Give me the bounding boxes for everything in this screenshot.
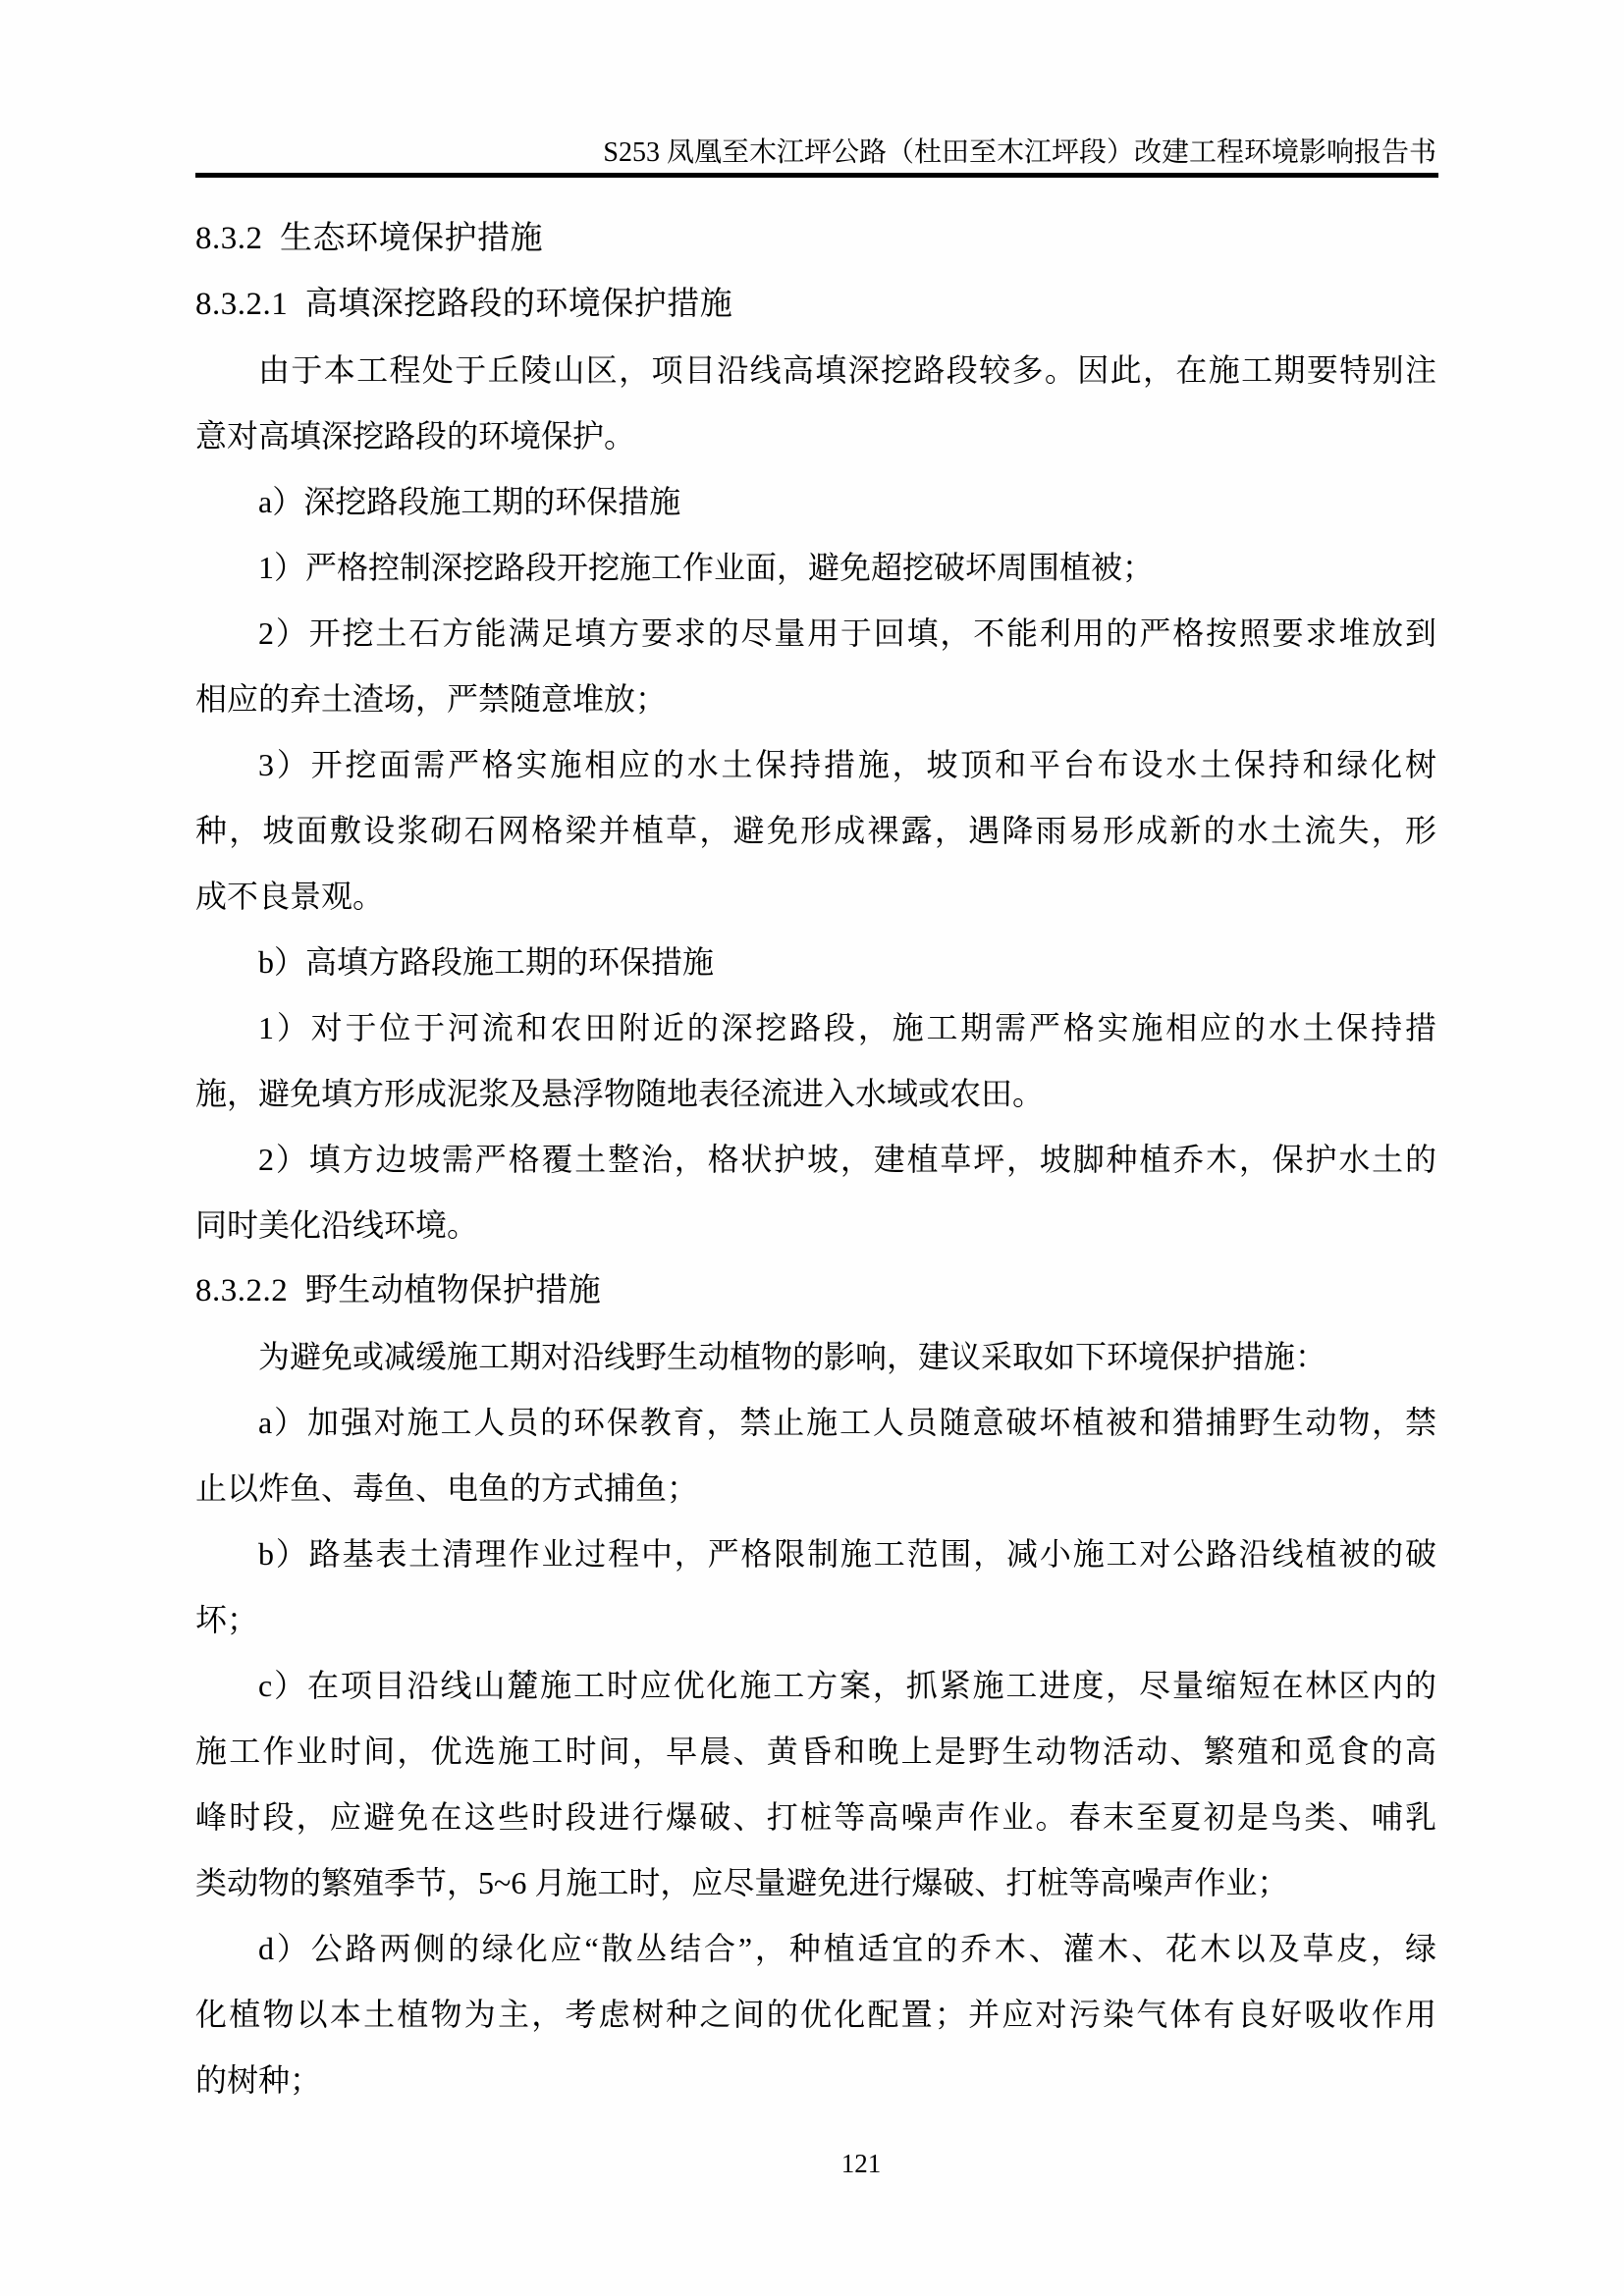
text-line: 为避免或减缓施工期对沿线野生动植物的影响，建议采取如下环境保护措施：	[258, 1339, 1327, 1374]
text-line: 种，坡面敷设浆砌石网格梁并植草，避免形成裸露，遇降雨易形成新的水土流失，形	[195, 813, 1436, 848]
text-line: b）高填方路段施工期的环保措施	[258, 944, 715, 980]
text-line: 止以炸鱼、毒鱼、电鱼的方式捕鱼；	[195, 1470, 699, 1506]
text-line: 3）开挖面需严格实施相应的水土保持措施，坡顶和平台布设水土保持和绿化树	[258, 747, 1436, 782]
text-line: 类动物的繁殖季节，5~6 月施工时，应尽量避免进行爆破、打桩等高噪声作业；	[195, 1865, 1289, 1900]
text-line: 2）填方边坡需严格覆土整治，格状护坡，建植草坪，坡脚种植乔木，保护水土的	[258, 1142, 1436, 1177]
text-line: 同时美化沿线环境。	[195, 1207, 479, 1243]
page-number: 121	[840, 2149, 882, 2178]
header-rule	[195, 173, 1438, 178]
section-heading: 8.3.2 生态环境保护措施	[195, 221, 543, 256]
text-line: d）公路两侧的绿化应“散丛结合”，种植适宜的乔木、灌木、花木以及草皮，绿	[258, 1931, 1436, 1966]
section-heading: 8.3.2.1 高填深挖路段的环境保护措施	[195, 287, 733, 322]
text-line: 由于本工程处于丘陵山区，项目沿线高填深挖路段较多。因此，在施工期要特别注	[258, 352, 1436, 388]
page-header-title: S253 凤凰至木江坪公路（杜田至木江坪段）改建工程环境影响报告书	[603, 137, 1436, 168]
text-line: 1）严格控制深挖路段开挖施工作业面，避免超挖破坏周围植被；	[258, 550, 1155, 585]
text-line: c）在项目沿线山麓施工时应优化施工方案，抓紧施工进度，尽量缩短在林区内的	[258, 1668, 1436, 1703]
document-body	[195, 206, 1436, 2113]
text-line: a）加强对施工人员的环保教育，禁止施工人员随意破坏植被和猎捕野生动物，禁	[258, 1405, 1436, 1440]
text-line: 1）对于位于河流和农田附近的深挖路段，施工期需严格实施相应的水土保持措	[258, 1010, 1436, 1045]
text-line: 相应的弃土渣场，严禁随意堆放；	[195, 681, 668, 717]
text-line: 峰时段，应避免在这些时段进行爆破、打桩等高噪声作业。春末至夏初是鸟类、哺乳	[195, 1799, 1436, 1835]
text-line: 成不良景观。	[195, 879, 385, 914]
text-line: 施，避免填方形成泥浆及悬浮物随地表径流进入水域或农田。	[195, 1076, 1045, 1111]
text-line: a）深挖路段施工期的环保措施	[258, 484, 681, 519]
text-line: 化植物以本土植物为主，考虑树种之间的优化配置；并应对污染气体有良好吸收作用	[195, 1997, 1436, 2032]
text-line: 坏；	[195, 1602, 259, 1637]
text-line: 2）开挖土石方能满足填方要求的尽量用于回填，不能利用的严格按照要求堆放到	[258, 615, 1436, 651]
text-line: 意对高填深挖路段的环境保护。	[195, 418, 636, 454]
text-line: b）路基表土清理作业过程中，严格限制施工范围，减小施工对公路沿线植被的破	[258, 1536, 1436, 1572]
section-heading: 8.3.2.2 野生动植物保护措施	[195, 1273, 602, 1308]
text-line: 的树种；	[195, 2062, 322, 2098]
text-line: 施工作业时间，优选施工时间，早晨、黄昏和晚上是野生动物活动、繁殖和觅食的高	[195, 1734, 1436, 1769]
